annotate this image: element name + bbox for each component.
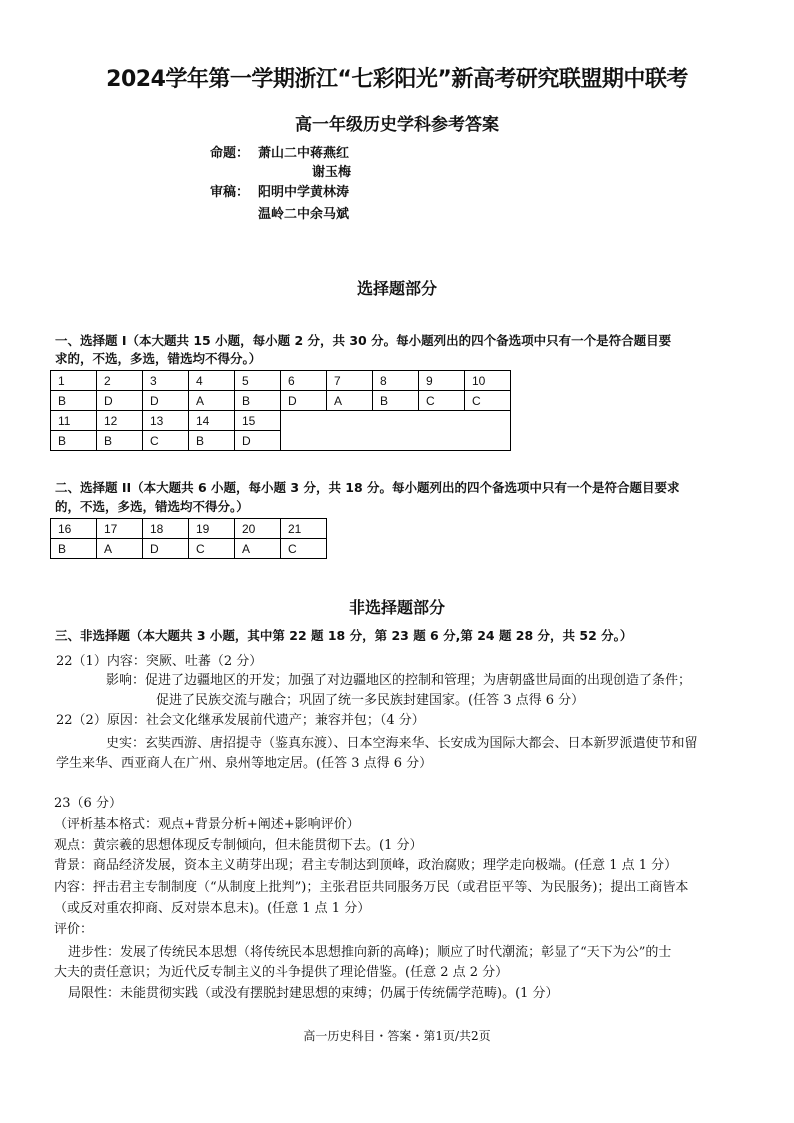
question-number: 19 bbox=[189, 519, 235, 539]
table-row bbox=[51, 539, 327, 559]
section3-heading: 三、非选择题（本大题共 3 小题，其中第 22 题 18 分，第 23 题 6 分,第 24 题 28 分，共 52 分。） bbox=[55, 628, 633, 643]
question-number: 11 bbox=[51, 411, 97, 431]
q23-line: 23（6 分） bbox=[54, 796, 122, 811]
question-number: 8 bbox=[373, 371, 419, 391]
part2-title: 非选择题部分 bbox=[348, 598, 445, 617]
section1-heading-cont: 求的，不选，多选，错选均不得分。） bbox=[55, 351, 262, 366]
answer: D bbox=[143, 391, 189, 411]
question-number: 12 bbox=[97, 411, 143, 431]
proposer-2: 谢玉梅 bbox=[312, 165, 352, 180]
table-row bbox=[51, 371, 511, 391]
question-number: 6 bbox=[281, 371, 327, 391]
answer: B bbox=[373, 391, 419, 411]
part1-title: 选择题部分 bbox=[356, 279, 437, 298]
answer: D bbox=[97, 391, 143, 411]
reviewer-1: 阳明中学黄林涛 bbox=[258, 185, 350, 200]
q23-line: （评析基本格式：观点+背景分析+阐述+影响评价） bbox=[54, 817, 360, 832]
question-number: 20 bbox=[235, 519, 281, 539]
question-number: 9 bbox=[419, 371, 465, 391]
answer: A bbox=[189, 391, 235, 411]
answer: C bbox=[143, 431, 189, 451]
question-number: 5 bbox=[235, 371, 281, 391]
answer: B bbox=[235, 391, 281, 411]
answer: A bbox=[327, 391, 373, 411]
document-subtitle: 高一年级历史学科参考答案 bbox=[295, 115, 499, 135]
question-number: 3 bbox=[143, 371, 189, 391]
proposer-1: 萧山二中蒋燕红 bbox=[258, 146, 350, 161]
question-number: 17 bbox=[97, 519, 143, 539]
reviewer-2: 温岭二中余马斌 bbox=[258, 207, 350, 222]
q23-line: 大夫的责任意识；为近代反专制主义的斗争提供了理论借鉴。(任意 2 点 2 分） bbox=[54, 965, 509, 980]
section2-heading-cont: 的，不选，多选，错选均不得分。） bbox=[55, 499, 249, 514]
answer: B bbox=[51, 539, 97, 559]
q23-line: 评价： bbox=[54, 922, 94, 937]
table-row bbox=[51, 391, 511, 411]
answer: C bbox=[465, 391, 511, 411]
answer: B bbox=[97, 431, 143, 451]
empty-merged-cell bbox=[281, 411, 511, 451]
proposer-label: 命题： bbox=[210, 146, 250, 161]
question-number: 7 bbox=[327, 371, 373, 391]
answer-line: 22（1）内容：突厥、吐蕃（2 分） bbox=[56, 654, 263, 669]
answer: B bbox=[51, 431, 97, 451]
section2-answer-table bbox=[50, 518, 327, 559]
answer: C bbox=[281, 539, 327, 559]
section1-heading: 一、选择题 I（本大题共 15 小题，每小题 2 分，共 30 分。每小题列出的四个备选项中只有一个是符合题目要 bbox=[55, 333, 672, 348]
answer-line: 促进了民族交流与融合；巩固了统一多民族封建国家。(任答 3 点得 6 分） bbox=[156, 693, 585, 708]
page-footer: 高一历史科目・答案・第1页/共2页 bbox=[303, 1029, 491, 1043]
question-number: 15 bbox=[235, 411, 281, 431]
answer: C bbox=[419, 391, 465, 411]
answer: A bbox=[97, 539, 143, 559]
q23-line: 观点：黄宗羲的思想体现反专制倾向，但未能贯彻下去。(1 分） bbox=[54, 838, 423, 853]
question-number: 10 bbox=[465, 371, 511, 391]
section2-heading: 二、选择题 II（本大题共 6 小题，每小题 3 分，共 18 分。每小题列出的四个备选项中只有一个是符合题目要求 bbox=[55, 480, 680, 495]
question-number: 2 bbox=[97, 371, 143, 391]
question-number: 21 bbox=[281, 519, 327, 539]
answer-line: 学生来华、西亚商人在广州、泉州等地定居。(任答 3 点得 6 分） bbox=[56, 756, 433, 771]
table-row bbox=[51, 411, 511, 431]
answer-line: 影响：促进了边疆地区的开发；加强了对边疆地区的控制和管理；为唐朝盛世局面的出现创造了条件； bbox=[106, 673, 692, 688]
answer: B bbox=[189, 431, 235, 451]
question-number: 1 bbox=[51, 371, 97, 391]
question-number: 16 bbox=[51, 519, 97, 539]
answer-line: 22（2）原因：社会文化继承发展前代遗产；兼容并包；（4 分） bbox=[56, 713, 425, 728]
question-number: 14 bbox=[189, 411, 235, 431]
table-row bbox=[51, 519, 327, 539]
answer-line: 史实：玄奘西游、唐招提寺（鉴真东渡）、日本空海来华、长安成为国际大都会、日本新罗派遣使节和留 bbox=[106, 736, 698, 751]
question-number: 4 bbox=[189, 371, 235, 391]
question-number: 18 bbox=[143, 519, 189, 539]
answer: D bbox=[281, 391, 327, 411]
answer: B bbox=[51, 391, 97, 411]
q23-line: 进步性：发展了传统民本思想（将传统民本思想推向新的高峰)；顺应了时代潮流；彰显了“天下为公”的士 bbox=[68, 945, 672, 960]
reviewer-label: 审稿： bbox=[210, 185, 250, 200]
q23-line: 局限性：未能贯彻实践（或没有摆脱封建思想的束缚；仍属于传统儒学范畴)。(1 分） bbox=[68, 986, 559, 1001]
answer: C bbox=[189, 539, 235, 559]
answer: A bbox=[235, 539, 281, 559]
q23-line: （或反对重农抑商、反对崇本息末)。(任意 1 点 1 分） bbox=[54, 901, 371, 916]
q23-line: 背景：商品经济发展，资本主义萌芽出现；君主专制达到顶峰，政治腐败；理学走向极端。(任意 1 点 1 分） bbox=[54, 858, 678, 873]
answer: D bbox=[235, 431, 281, 451]
section1-answer-table bbox=[50, 370, 511, 451]
question-number: 13 bbox=[143, 411, 189, 431]
q23-line: 内容：抨击君主专制制度（“从制度上批判”)；主张君臣共同服务万民（或君臣平等、为民服务)；提出工商皆本 bbox=[54, 880, 689, 895]
document-title: 2024学年第一学期浙江“七彩阳光”新高考研究联盟期中联考 bbox=[106, 67, 688, 92]
answer: D bbox=[143, 539, 189, 559]
